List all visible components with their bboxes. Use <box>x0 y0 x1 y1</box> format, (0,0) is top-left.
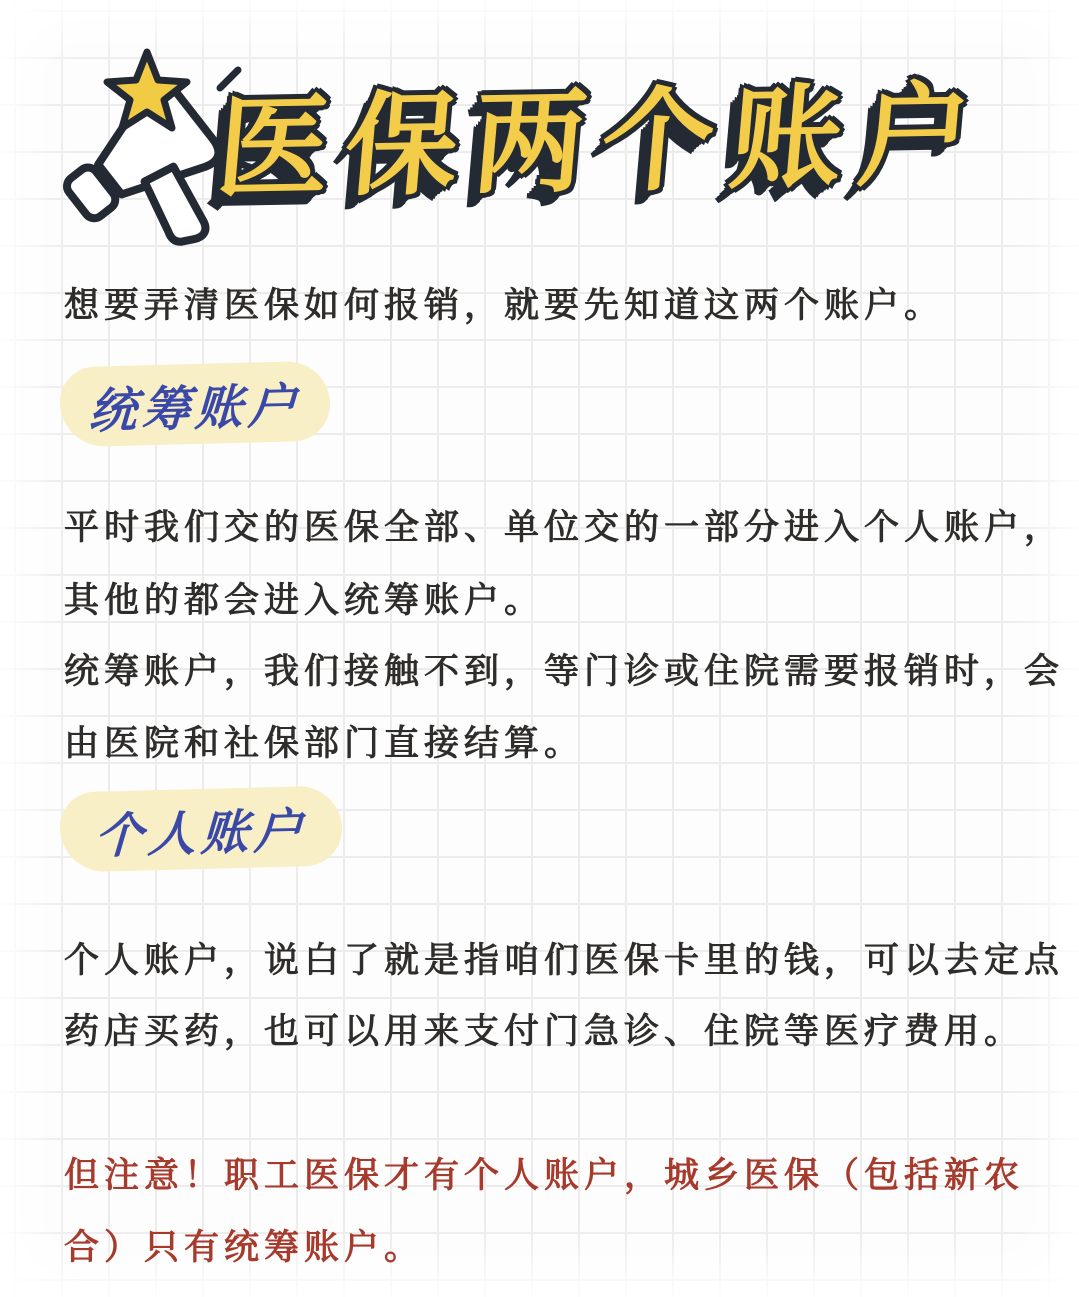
section-heading-label: 个人账户 <box>93 804 308 864</box>
section-heading-label: 统筹账户 <box>87 379 302 439</box>
body-line: 个人账户，说白了就是指咱们医保卡里的钱，可以去定点 <box>64 941 1065 980</box>
body-line: 其他的都会进入统筹账户。 <box>64 581 545 620</box>
intro-text: 想要弄清医保如何报销，就要先知道这两个账户。 <box>64 286 945 325</box>
page-title: 医保两个账户 <box>211 72 993 212</box>
body-line: 药店买药，也可以用来支付门急诊、住院等医疗费用。 <box>64 1012 1025 1051</box>
body-line: 由医院和社保部门直接结算。 <box>64 724 585 763</box>
body-line: 统筹账户，我们接触不到，等门诊或住院需要报销时，会 <box>64 652 1065 691</box>
body-line: 平时我们交的医保全部、单位交的一部分进入个人账户， <box>64 508 1065 547</box>
note-line: 但注意！职工医保才有个人账户，城乡医保（包括新农 <box>64 1156 1025 1195</box>
note-line: 合）只有统筹账户。 <box>64 1228 425 1267</box>
section-heading-pooled-account <box>59 360 331 447</box>
section-heading-personal-account <box>59 785 343 872</box>
